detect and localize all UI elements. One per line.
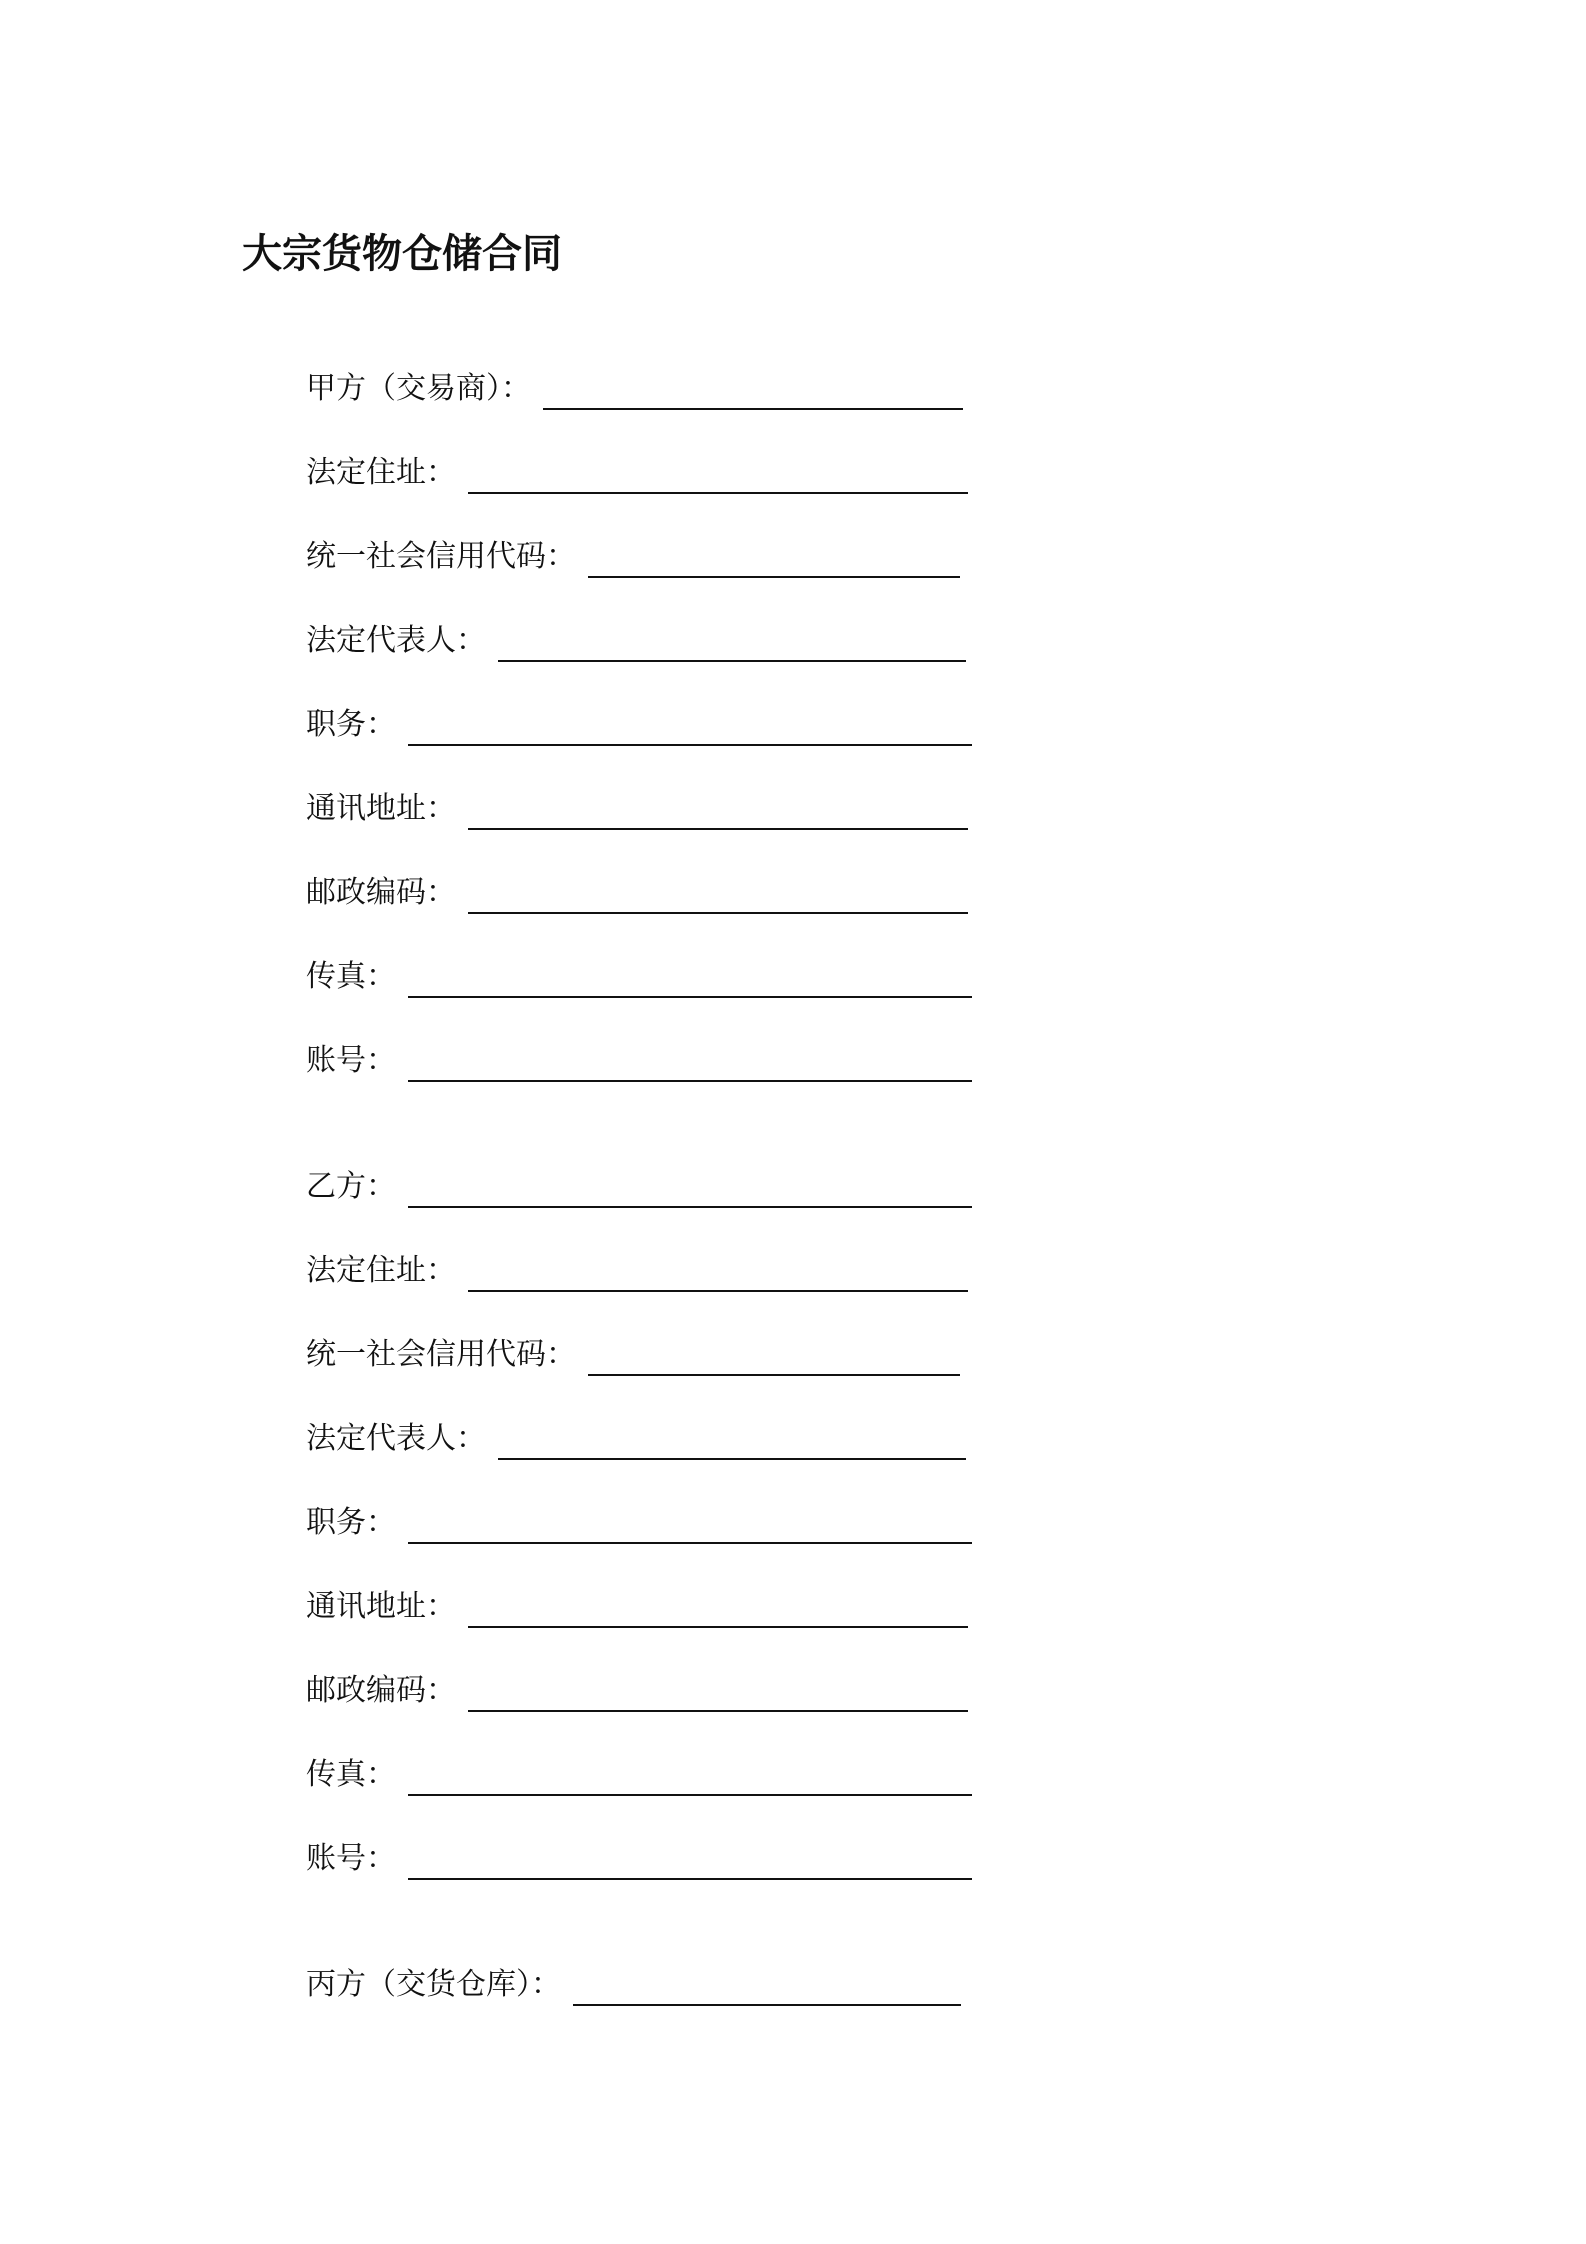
field-label: 法定住址：: [306, 455, 456, 490]
field-label: 统一社会信用代码：: [306, 539, 576, 574]
field-label: 邮政编码：: [306, 1673, 456, 1708]
party-a-fax-input-line[interactable]: [408, 996, 972, 998]
party-a-credit-code-input-line[interactable]: [588, 576, 960, 578]
party-b-fax-row: [306, 1752, 972, 1796]
party-a-account-row: [306, 1038, 972, 1082]
field-label: 邮政编码：: [306, 875, 456, 910]
party-a-account-input-line[interactable]: [408, 1080, 972, 1082]
party-b-address-row: [306, 1248, 968, 1292]
field-label: 通讯地址：: [306, 1589, 456, 1624]
party-b-position-input-line[interactable]: [408, 1542, 972, 1544]
party-a-position-input-line[interactable]: [408, 744, 972, 746]
field-label: 传真：: [306, 959, 396, 994]
party-b-address-input-line[interactable]: [468, 1290, 968, 1292]
party-b-name-row: [306, 1164, 972, 1208]
party-b-fax-input-line[interactable]: [408, 1794, 972, 1796]
party-b-credit-code-row: [306, 1332, 960, 1376]
party-b-name-input-line[interactable]: [408, 1206, 972, 1208]
party-a-fax-row: [306, 954, 972, 998]
field-label: 职务：: [306, 1505, 396, 1540]
party-b-mail-address-row: [306, 1584, 968, 1628]
field-label: 丙方（交货仓库）：: [306, 1967, 561, 2002]
party-b-mail-address-input-line[interactable]: [468, 1626, 968, 1628]
party-a-position-row: [306, 702, 972, 746]
party-a-legal-rep-input-line[interactable]: [498, 660, 966, 662]
field-label: 账号：: [306, 1043, 396, 1078]
field-label: 职务：: [306, 707, 396, 742]
field-label: 法定住址：: [306, 1253, 456, 1288]
party-b-postcode-input-line[interactable]: [468, 1710, 968, 1712]
party-b-account-input-line[interactable]: [408, 1878, 972, 1880]
party-b-legal-rep-input-line[interactable]: [498, 1458, 966, 1460]
party-a-address-row: [306, 450, 968, 494]
field-label: 传真：: [306, 1757, 396, 1792]
party-a-name-input-line[interactable]: [543, 408, 963, 410]
field-label: 乙方：: [306, 1169, 396, 1204]
field-label: 法定代表人：: [306, 623, 486, 658]
party-a-postcode-row: [306, 870, 968, 914]
party-b-account-row: [306, 1836, 972, 1880]
party-a-legal-rep-row: [306, 618, 966, 662]
field-label: 法定代表人：: [306, 1421, 486, 1456]
party-b-legal-rep-row: [306, 1416, 966, 1460]
field-label: 统一社会信用代码：: [306, 1337, 576, 1372]
field-label: 账号：: [306, 1841, 396, 1876]
party-a-address-input-line[interactable]: [468, 492, 968, 494]
party-c-name-input-line[interactable]: [573, 2004, 961, 2006]
party-b-credit-code-input-line[interactable]: [588, 1374, 960, 1376]
party-b-postcode-row: [306, 1668, 968, 1712]
party-b-position-row: [306, 1500, 972, 1544]
party-c-name-row: [306, 1962, 961, 2006]
field-label: 通讯地址：: [306, 791, 456, 826]
field-label: 甲方（交易商）：: [306, 371, 531, 406]
party-a-credit-code-row: [306, 534, 960, 578]
party-a-postcode-input-line[interactable]: [468, 912, 968, 914]
party-a-mail-address-row: [306, 786, 968, 830]
party-a-mail-address-input-line[interactable]: [468, 828, 968, 830]
party-a-name-row: [306, 366, 963, 410]
document-title: 大宗货物仓储合同: [242, 231, 562, 277]
